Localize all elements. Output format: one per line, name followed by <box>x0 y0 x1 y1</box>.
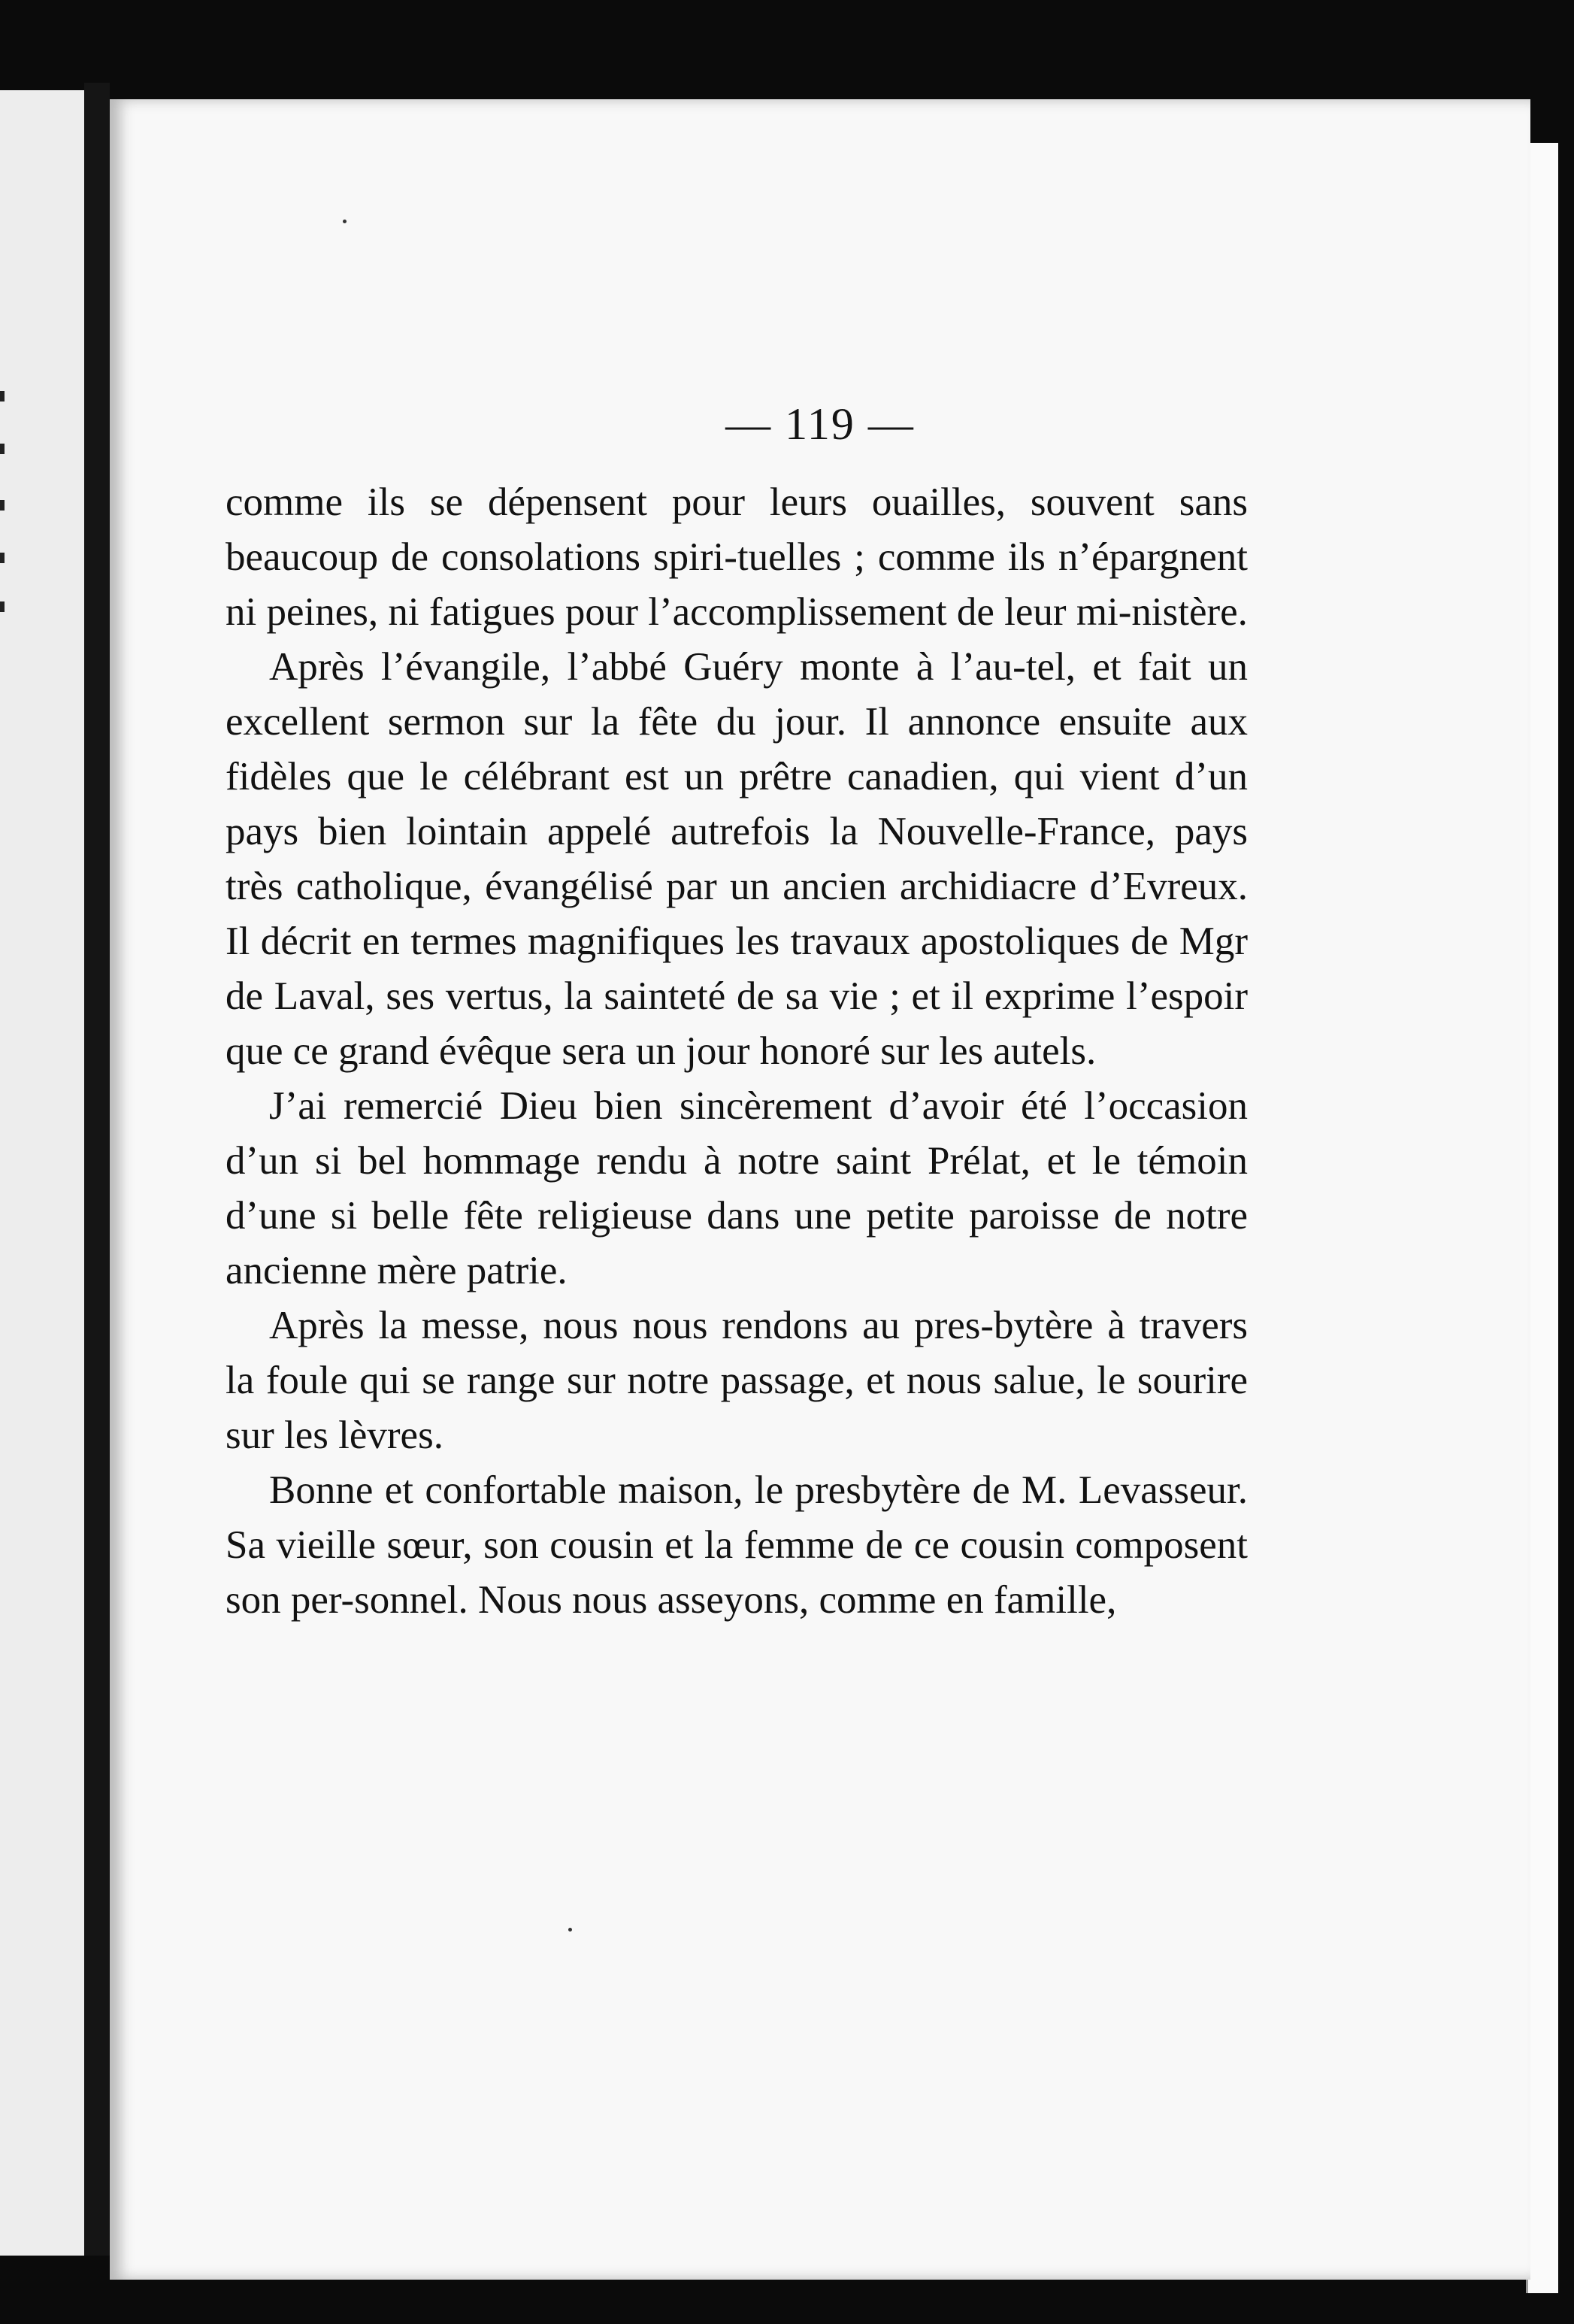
right-page-edge <box>1526 143 1558 2293</box>
left-page-print-mark <box>0 444 5 454</box>
book-page <box>110 99 1530 2280</box>
paragraph-1: comme ils se dépensent pour leurs ouailles, souvent sans beaucoup de consolations spiri-tuelles ; comme ils n’épargnent ni peines, ni fatigues pour l’accomplissement de leur mi-nistère. <box>226 480 1248 634</box>
paragraph-5: Bonne et confortable maison, le presbytère de M. Levasseur. Sa vieille sœur, son cousin et la femme de ce cousin composent son per-sonnel. Nous nous asseyons, comme en famille, <box>226 1468 1248 1622</box>
left-page-print-mark <box>0 553 5 563</box>
paper-speck <box>568 1928 572 1932</box>
paragraph-4: Après la messe, nous nous rendons au pres-bytère à travers la foule qui se range sur notre passage, et nous salue, le sourire sur les lèvres. <box>226 1304 1248 1457</box>
left-page-print-mark <box>0 391 5 401</box>
left-page-print-mark <box>0 500 5 511</box>
page-number: — 119 — <box>725 399 915 449</box>
left-page-print-mark <box>0 601 5 612</box>
paper-speck <box>343 220 347 223</box>
page-body-text <box>226 475 1248 1628</box>
left-page-edge <box>0 90 98 2256</box>
book-gutter <box>84 83 110 2256</box>
paragraph-2: Après l’évangile, l’abbé Guéry monte à l’au-tel, et fait un excellent sermon sur la fête du jour. Il annonce ensuite aux fidèles que le célébrant est un prêtre canadien, qui vient d’un pays bien lointain appelé autrefois la Nouvelle-France, pays très catholique, évangélisé par un ancien archidiacre d’Evreux. Il décrit en termes magnifiques les travaux apostoliques de Mgr de Laval, ses vertus, la sainteté de sa vie ; et il exprime l’espoir que ce grand évêque sera un jour honoré sur les autels. <box>226 645 1248 1073</box>
paragraph-3: J’ai remercié Dieu bien sincèrement d’avoir été l’occasion d’un si bel hommage rendu à notre saint Prélat, et le témoin d’une si belle fête religieuse dans une petite paroisse de notre ancienne mère patrie. <box>226 1084 1248 1292</box>
